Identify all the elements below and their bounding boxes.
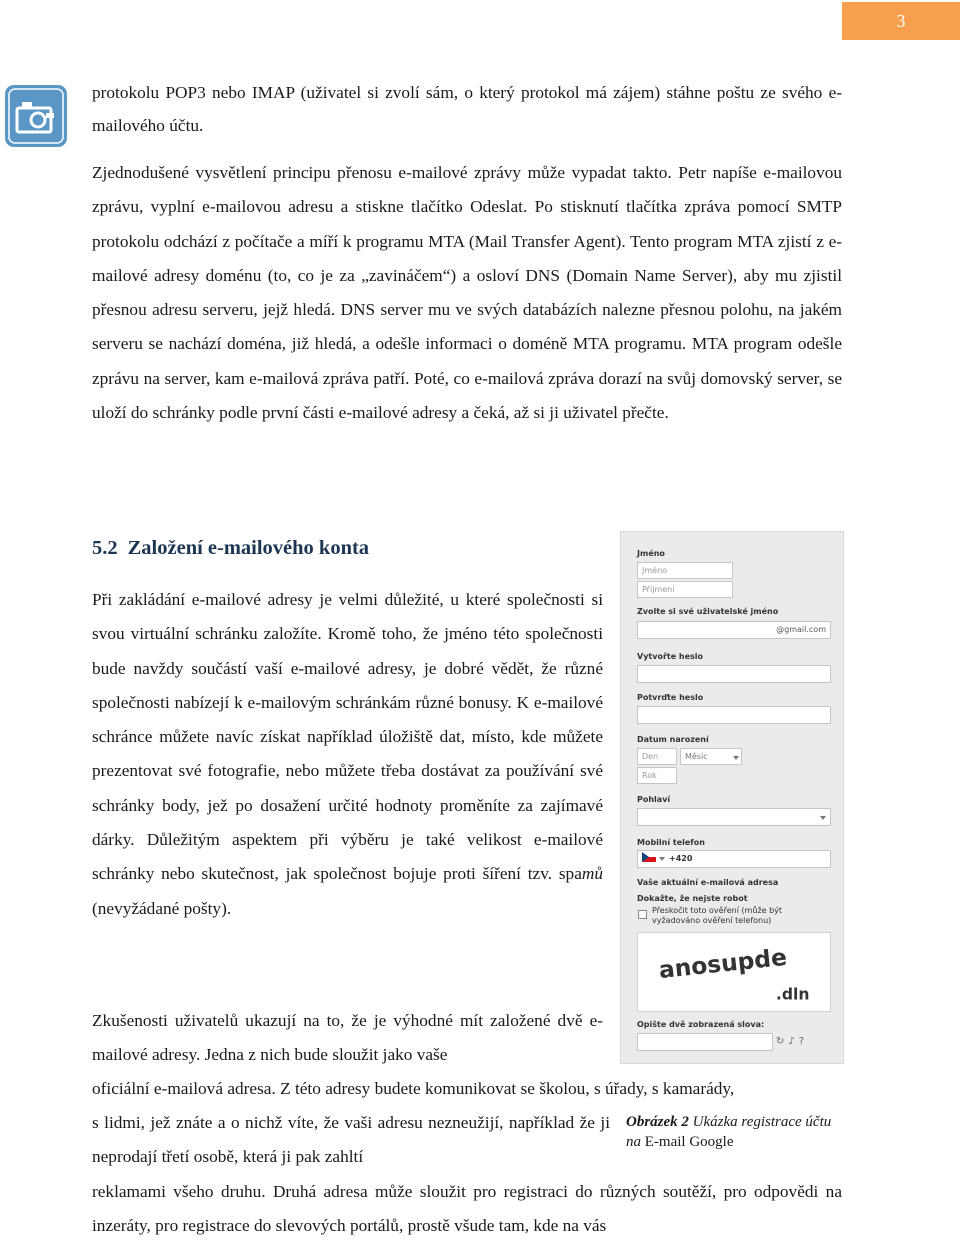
czech-flag-icon (642, 852, 656, 862)
chevron-down-icon (820, 816, 826, 820)
birthday-label: Datum narození (637, 735, 709, 744)
robot-label: Dokažte, že nejste robot (637, 894, 748, 903)
camera-icon (4, 84, 68, 148)
registration-form-screenshot (620, 531, 844, 1064)
birthday-year-input[interactable]: Rok (637, 767, 677, 784)
username-suffix: @gmail.com (776, 625, 826, 634)
audio-icon[interactable]: ♪ (788, 1036, 799, 1047)
paragraph-official-address: oficiální e-mailová adresa. Z této adresy budete komunikovat se školou, s úřady, s kamarády, (92, 1079, 735, 1098)
captcha-image (637, 932, 831, 1012)
gender-select[interactable] (637, 808, 831, 826)
captcha-word-1: anosupde (657, 942, 789, 985)
phone-input[interactable] (637, 850, 831, 868)
section-title: Založení e-mailového konta (127, 537, 370, 559)
chevron-down-icon (659, 857, 665, 861)
page-number-badge: 3 (842, 2, 960, 40)
captcha-input[interactable] (637, 1033, 773, 1051)
caption-label: Obrázek 2 (626, 1114, 689, 1130)
paragraph-mail-transfer: Zjednodušené vysvětlení principu přenosu e-mailové zprávy může vypadat takto. Petr napíše e-mailovou zprávu, vyplní e-mailovou adresu a stiskne tlačítko Odeslat. Po stisknutí tlačítka zpráva pomocí SMTP protokolu odchází z počítače a míří k programu MTA (Mail Transfer Agent). Tento program MTA zjistí z e-mailové adresy doménu (to, co je za „zavináčem“) a osloví DNS (Domain Name Server), aby mu zjistil přesnou adresu serveru, jejž hledá. DNS server mu ve svých databázích nalezne přesnou polohu, na jakém serveru se nachází doména, již hledá, a odešle informaci o doméně MTA programu. MTA program odešle zprávu na server, kam e-mailová zpráva patří. Poté, co e-mailová zpráva dorazí na svůj domovský server, se uloží do schránky podle první části e-mailové adresy a čeká, až si ji uživatel přečte. (92, 163, 842, 423)
confirm-password-label: Potvrďte heslo (637, 693, 704, 702)
captcha-prompt-label: Opište dvě zobrazená slova: (637, 1020, 765, 1029)
captcha-word-2: .dln (775, 985, 810, 1004)
figure-caption (626, 1112, 836, 1152)
section-number: 5.2 (92, 537, 118, 559)
paragraph-account-end: (nevyžádané pošty). (92, 898, 232, 918)
paragraph-account-creation (92, 583, 603, 926)
username-label: Zvolte si své uživatelské jméno (637, 607, 779, 616)
birthday-month-select[interactable] (680, 748, 742, 765)
password-input[interactable] (637, 665, 831, 683)
confirm-password-input[interactable] (637, 706, 831, 724)
chevron-down-icon (733, 756, 739, 760)
skip-verification-checkbox[interactable] (638, 910, 647, 919)
refresh-icon[interactable]: ↻ (776, 1036, 789, 1047)
paragraph-account-italic: mů (581, 864, 603, 884)
phone-label: Mobilní telefon (637, 838, 705, 847)
paragraph-second-address: reklamami všeho druhu. Druhá adresa může sloužit pro registraci do různých soutěží, pro odpovědi na inzeráty, pro registrace do slevových portálů, prostě všude tam, kde na vás (92, 1182, 842, 1236)
name-label: Jméno (637, 549, 665, 558)
paragraph-intro: protokolu POP3 nebo IMAP (uživatel si zvolí sám, o který protokol má zájem) stáhne poštu ze svého e-mailového účtu. (92, 83, 842, 135)
paragraph-account-text: Při zakládání e-mailové adresy je velmi důležité, u které společnosti si svou virtuální schránku založíte. Kromě toho, že jméno této společnosti bude navždy součástí vaší e-mailové adresy, je dobré vědět, že různé společnosti nabízejí k e-mailovým schránkám různé bonusy. K e-mailové schránce můžete navíc získat například úložiště dat, místo, kde můžete prezentovat své fotografie, nebo můžete třeba dostávat za používání své schránky body, jež po dosažení určité hodnoty proměníte za zajímavé dárky. Důležitým aspektem při výběru je také velikost e-mailové schránky nebo skutečnost, jak společnost bojuje proti šíření tzv. spa (92, 590, 603, 884)
birthday-month-value: Měsíc (685, 752, 708, 761)
section-heading (92, 537, 369, 560)
first-name-input[interactable]: Jméno (637, 562, 733, 579)
caption-italic: Ukázka registrace účtu na (626, 1114, 832, 1150)
birthday-day-input[interactable]: Den (637, 748, 677, 765)
paragraph-people: s lidmi, jež znáte a o nichž víte, že vaši adresu nezneužijí, například že ji neprodají třetí osobě, která ji pak zahltí (92, 1113, 610, 1167)
skip-verification-text: Přeskočit toto ověření (může být vyžadováno ověření telefonu) (652, 906, 783, 925)
last-name-input[interactable]: Příjmení (637, 581, 733, 598)
caption-rest: E-mail Google (641, 1134, 734, 1150)
password-label: Vytvořte heslo (637, 652, 704, 661)
captcha-controls (776, 1036, 808, 1047)
paragraph-experience: Zkušenosti uživatelů ukazují na to, že je výhodné mít založené dvě e-mailové adresy. Jedna z nich bude sloužit jako vaše (92, 1011, 603, 1065)
current-email-label: Vaše aktuální e-mailová adresa (637, 878, 779, 887)
username-input[interactable] (637, 621, 831, 639)
phone-prefix: +420 (669, 854, 693, 863)
help-icon[interactable]: ? (798, 1036, 809, 1047)
gender-label: Pohlaví (637, 795, 671, 804)
